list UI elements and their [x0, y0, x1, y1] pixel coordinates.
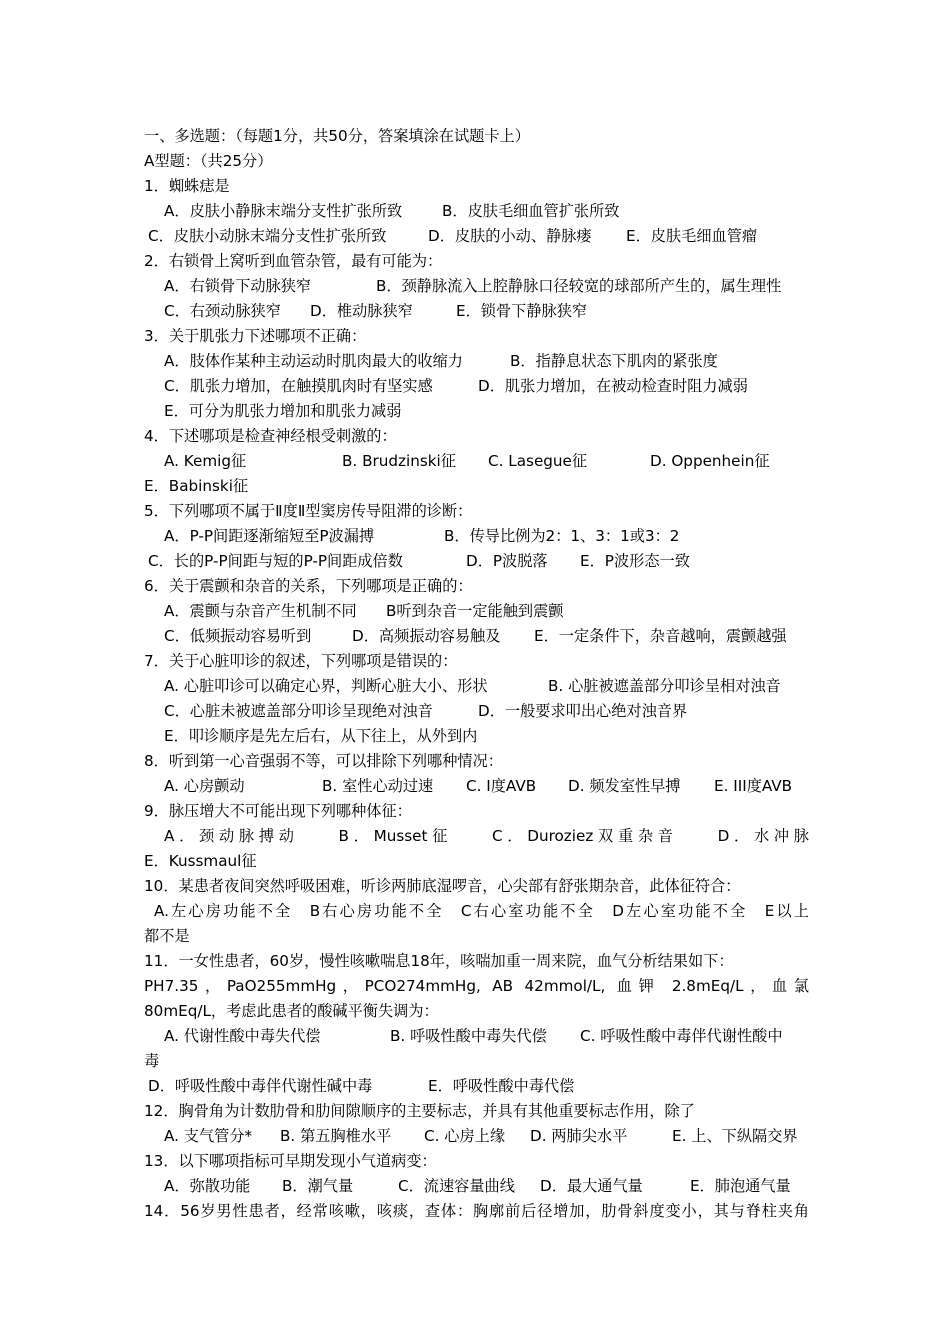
question-2-options-ab — [144, 274, 809, 298]
option-d: D．高频振动容易触及 — [352, 627, 501, 645]
option-e: E．呼吸性酸中毒代偿 — [428, 1077, 575, 1095]
option-d: D．皮肤的小动、静脉瘘 — [428, 227, 592, 245]
question-6-stem: 6．关于震颤和杂音的关系，下列哪项是正确的： — [144, 577, 473, 595]
section-a-title: A型题：（共25分） — [144, 152, 273, 170]
option-d: D. Oppenhein征 — [650, 452, 770, 470]
option-b: B. Brudzinski征 — [342, 452, 456, 470]
option-e: E．叩诊顺序是先左后右，从下往上，从外到内 — [164, 727, 478, 745]
option-a: A．弥散功能 — [164, 1177, 251, 1195]
question-1-options-cde — [144, 224, 809, 248]
option-d: D. 频发室性早搏 — [568, 777, 681, 795]
option-d: D．P波脱落 — [466, 552, 548, 570]
option-b: B听到杂音一定能触到震颤 — [386, 602, 564, 620]
question-6-options-cde — [144, 624, 809, 648]
question-10-stem: 10．某患者夜间突然呼吸困难，听诊两肺底湿啰音，心尖部有舒张期杂音，此体征符合： — [144, 877, 741, 895]
question-11-stem: 11．一女性患者，60岁，慢性咳嗽喘息18年，咳喘加重一周来院，血气分析结果如下： — [144, 952, 734, 970]
option-e: E．皮肤毛细血管瘤 — [626, 227, 758, 245]
question-9-options-abcd: A．颈动脉搏动 B．Musset征 C．Duroziez双重杂音 D．水冲脉 — [164, 827, 809, 845]
question-6-options-ab — [144, 599, 809, 623]
question-2-stem: 2．右锁骨上窝听到血管杂管，最有可能为： — [144, 252, 443, 270]
option-a: A．肢体作某种主动运动时肌肉最大的收缩力 — [164, 352, 463, 370]
question-8-options-abcde — [144, 774, 809, 798]
question-11-options-abc — [144, 1024, 809, 1048]
question-1-stem: 1．蜘蛛痣是 — [144, 177, 230, 195]
option-c: C．心脏未被遮盖部分叩诊呈现绝对浊音 — [164, 702, 433, 720]
section-header: 一、多选题：（每题1分，共50分，答案填涂在试题卡上） — [144, 127, 530, 145]
option-d: D．最大通气量 — [540, 1177, 643, 1195]
question-3-option-e — [144, 399, 809, 423]
option-a: A. 心房颤动 — [164, 777, 245, 795]
question-13-options-abcde — [144, 1174, 809, 1198]
option-a: A. 代谢性酸中毒失代偿 — [164, 1027, 321, 1045]
option-c: C．低频振动容易听到 — [164, 627, 312, 645]
question-9-stem: 9．脉压增大不可能出现下列哪种体征： — [144, 802, 412, 820]
option-b: B. 第五胸椎水平 — [280, 1127, 392, 1145]
option-e: E．可分为肌张力增加和肌张力减弱 — [164, 402, 402, 420]
question-4-options-abcd — [144, 449, 809, 473]
option-e: E. III度AVB — [714, 777, 793, 795]
question-3-stem: 3．关于肌张力下述哪项不正确： — [144, 327, 367, 345]
question-11-options-de — [144, 1074, 809, 1098]
option-d: D．呼吸性酸中毒伴代谢性碱中毒 — [148, 1077, 373, 1095]
option-c: C. Lasegue征 — [488, 452, 588, 470]
option-b: B．指静息状态下肌肉的紧张度 — [510, 352, 718, 370]
question-4-stem: 4．下述哪项是检查神经根受刺激的： — [144, 427, 397, 445]
option-d: D. 两肺尖水平 — [530, 1127, 628, 1145]
question-14-stem: 14．56岁男性患者，经常咳嗽，咳痰，查体：胸廓前后径增加，肋骨斜度变小，其与脊柱夹角 — [144, 1202, 809, 1220]
option-e: E．P波形态一致 — [580, 552, 690, 570]
option-d: D．肌张力增加，在被动检查时阻力减弱 — [478, 377, 748, 395]
question-7-option-e — [144, 724, 809, 748]
option-e: E．一定条件下，杂音越响，震颤越强 — [534, 627, 787, 645]
option-c: C. 呼吸性酸中毒伴代谢性酸中 — [580, 1027, 783, 1045]
question-8-stem: 8．听到第一心音强弱不等，可以排除下列哪种情况： — [144, 752, 503, 770]
question-12-options-abcde — [144, 1124, 809, 1148]
option-c: C. 心房上缘 — [424, 1127, 506, 1145]
question-7-options-cd — [144, 699, 809, 723]
option-a: A. 心脏叩诊可以确定心界，判断心脏大小、形状 — [164, 677, 488, 695]
question-11-option-c-cont: 毒 — [144, 1052, 160, 1070]
question-11-stem-line-2: PH7.35，PaO255mmHg，PCO274mmHg, AB 42mmol/L, 血钾 2.8mEq/L，血氯 — [144, 977, 809, 995]
question-9-option-e: E．Kussmaul征 — [144, 852, 257, 870]
question-12-stem: 12．胸骨角为计数肋骨和肋间隙顺序的主要标志，并具有其他重要标志作用，除了 — [144, 1102, 695, 1120]
question-10-options-cont: 都不是 — [144, 927, 190, 945]
question-5-options-ab — [144, 524, 809, 548]
option-b: B. 呼吸性酸中毒失代偿 — [390, 1027, 547, 1045]
question-7-options-ab — [144, 674, 809, 698]
question-5-stem: 5．下列哪项不属于Ⅱ度Ⅱ型窦房传导阻滞的诊断： — [144, 502, 473, 520]
option-e: E．锁骨下静脉狭窄 — [456, 302, 588, 320]
question-3-options-cd — [144, 374, 809, 398]
option-a: A．震颤与杂音产生机制不同 — [164, 602, 357, 620]
question-5-options-cde — [144, 549, 809, 573]
option-b: B．皮肤毛细血管扩张所致 — [442, 202, 620, 220]
option-b: B．传导比例为2：1、3：1或3：2 — [444, 527, 680, 545]
option-c: C．皮肤小动脉末端分支性扩张所致 — [148, 227, 387, 245]
option-a: A．皮肤小静脉末端分支性扩张所致 — [164, 202, 403, 220]
option-c: C．右颈动脉狭窄 — [164, 302, 281, 320]
option-b: B. 心脏被遮盖部分叩诊呈相对浊音 — [548, 677, 781, 695]
question-11-stem-line-3: 80mEq/L，考虑此患者的酸碱平衡失调为： — [144, 1002, 439, 1020]
question-13-stem: 13．以下哪项指标可早期发现小气道病变： — [144, 1152, 437, 1170]
option-b: B. 室性心动过速 — [322, 777, 434, 795]
option-b: B．颈静脉流入上腔静脉口径较宽的球部所产生的，属生理性 — [376, 277, 782, 295]
question-7-stem: 7．关于心脏叩诊的叙述，下列哪项是错误的： — [144, 652, 458, 670]
question-3-options-ab — [144, 349, 809, 373]
question-10-options: A.左心房功能不全 B右心房功能不全 C右心室功能不全 D左心室功能不全 E以上 — [154, 902, 809, 920]
question-1-options-ab — [144, 199, 809, 223]
option-d: D．椎动脉狭窄 — [310, 302, 413, 320]
option-a: A．右锁骨下动脉狭窄 — [164, 277, 312, 295]
option-c: C．长的P-P间距与短的P-P间距成倍数 — [148, 552, 403, 570]
question-2-options-cde — [144, 299, 809, 323]
option-b: B．潮气量 — [282, 1177, 354, 1195]
option-c: C．肌张力增加，在触摸肌肉时有坚实感 — [164, 377, 433, 395]
option-d: D．一般要求叩出心绝对浊音界 — [478, 702, 688, 720]
option-c: C．流速容量曲线 — [398, 1177, 515, 1195]
question-4-option-e: E．Babinski征 — [144, 477, 249, 495]
option-e: E．肺泡通气量 — [690, 1177, 791, 1195]
option-a: A．P-P间距逐渐缩短至P波漏搏 — [164, 527, 375, 545]
option-a: A. Kemig征 — [164, 452, 247, 470]
option-e: E. 上、下纵隔交界 — [672, 1127, 798, 1145]
option-c: C. I度AVB — [466, 777, 537, 795]
option-a: A. 支气管分* — [164, 1127, 253, 1145]
